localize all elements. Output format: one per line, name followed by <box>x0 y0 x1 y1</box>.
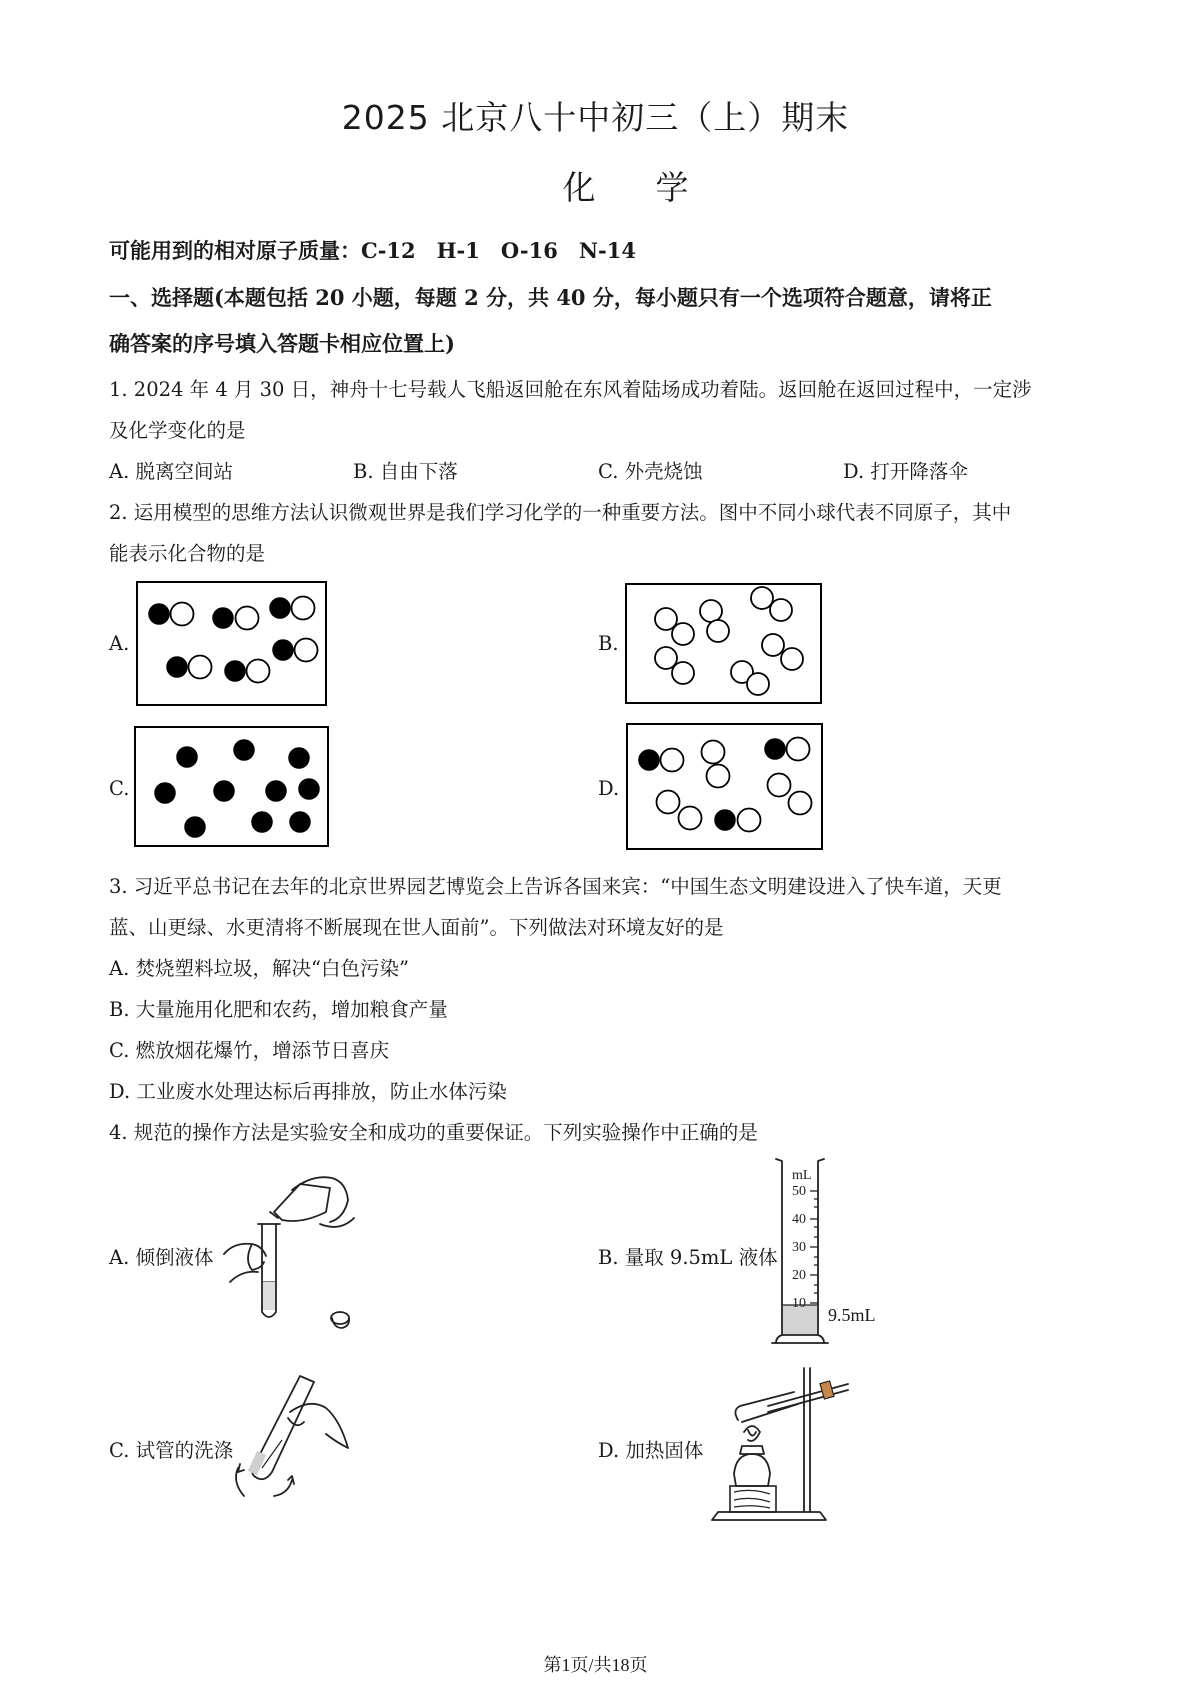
graduated-cylinder-illustration <box>770 1157 890 1355</box>
q1-option-d: D. 打开降落伞 <box>843 460 968 483</box>
heating-solid-illustration <box>708 1362 868 1526</box>
subject-title: 化学 <box>562 168 749 207</box>
q2-stem-line2: 能表示化合物的是 <box>109 542 266 565</box>
page-number: 第1页/共18页 <box>543 1655 648 1675</box>
cylinder-tick-10: 10 <box>792 1296 806 1311</box>
q3-option-c: C. 燃放烟花爆竹，增添节日喜庆 <box>109 1039 390 1062</box>
cylinder-unit: mL <box>792 1168 812 1183</box>
q2-label-d: D. <box>598 777 620 800</box>
q2-stem-line1: 2. 运用模型的思维方法认识微观世界是我们学习化学的一种重要方法。图中不同小球代表不同原子，其中 <box>109 501 1012 524</box>
q1-option-b: B. 自由下落 <box>353 460 458 483</box>
q4-option-d: D. 加热固体 <box>598 1439 704 1462</box>
cylinder-tick-30: 30 <box>792 1240 806 1255</box>
cylinder-tick-40: 40 <box>792 1212 806 1227</box>
q3-option-d: D. 工业废水处理达标后再排放，防止水体污染 <box>109 1080 507 1103</box>
q2-label-a: A. <box>109 632 130 655</box>
q3-stem-line1: 3. 习近平总书记在去年的北京世界园艺博览会上告诉各国来宾：“中国生态文明建设进入了快车道，天更 <box>109 875 1002 898</box>
cylinder-reading: 9.5mL <box>828 1305 876 1325</box>
molecule-model-b <box>626 584 822 704</box>
q4-option-a: A. 倾倒液体 <box>109 1246 214 1269</box>
cylinder-tick-20: 20 <box>792 1268 806 1283</box>
q3-option-b: B. 大量施用化肥和农药，增加粮食产量 <box>109 998 448 1021</box>
q3-option-a: A. 焚烧塑料垃圾，解决“白色污染” <box>109 957 409 980</box>
q1-stem-line1: 1. 2024 年 4 月 30 日，神舟十七号载人飞船返回舱在东风着陆场成功着陆。返回舱在返回过程中，一定涉 <box>109 378 1032 401</box>
atomic-masses: 可能用到的相对原子质量：C-12 H-1 O-16 N-14 <box>109 238 636 263</box>
q2-label-b: B. <box>598 632 619 655</box>
molecule-model-a <box>137 582 327 706</box>
molecule-model-d <box>627 724 823 850</box>
q1-option-c: C. 外壳烧蚀 <box>598 460 703 483</box>
page-title: 2025 北京八十中初三（上）期末 <box>341 98 850 137</box>
q4-option-b: B. 量取 9.5mL 液体 <box>598 1246 778 1269</box>
q4-stem: 4. 规范的操作方法是实验安全和成功的重要保证。下列实验操作中正确的是 <box>109 1121 758 1144</box>
q3-stem-line2: 蓝、山更绿、水更清将不断展现在世人面前”。下列做法对环境友好的是 <box>109 916 724 939</box>
section-heading-line2: 确答案的序号填入答题卡相应位置上) <box>109 331 455 356</box>
q1-option-a: A. 脱离空间站 <box>109 460 233 483</box>
test-tube-washing-illustration <box>230 1372 360 1512</box>
q4-option-c: C. 试管的洗涤 <box>109 1439 234 1462</box>
cylinder-tick-50: 50 <box>792 1184 806 1199</box>
pouring-liquid-illustration <box>222 1172 358 1332</box>
q1-stem-line2: 及化学变化的是 <box>109 419 246 442</box>
section-heading-line1: 一、选择题(本题包括 20 小题，每题 2 分，共 40 分，每小题只有一个选项符合题意，请将正 <box>109 285 992 310</box>
molecule-model-c <box>135 727 329 847</box>
q2-label-c: C. <box>109 777 130 800</box>
